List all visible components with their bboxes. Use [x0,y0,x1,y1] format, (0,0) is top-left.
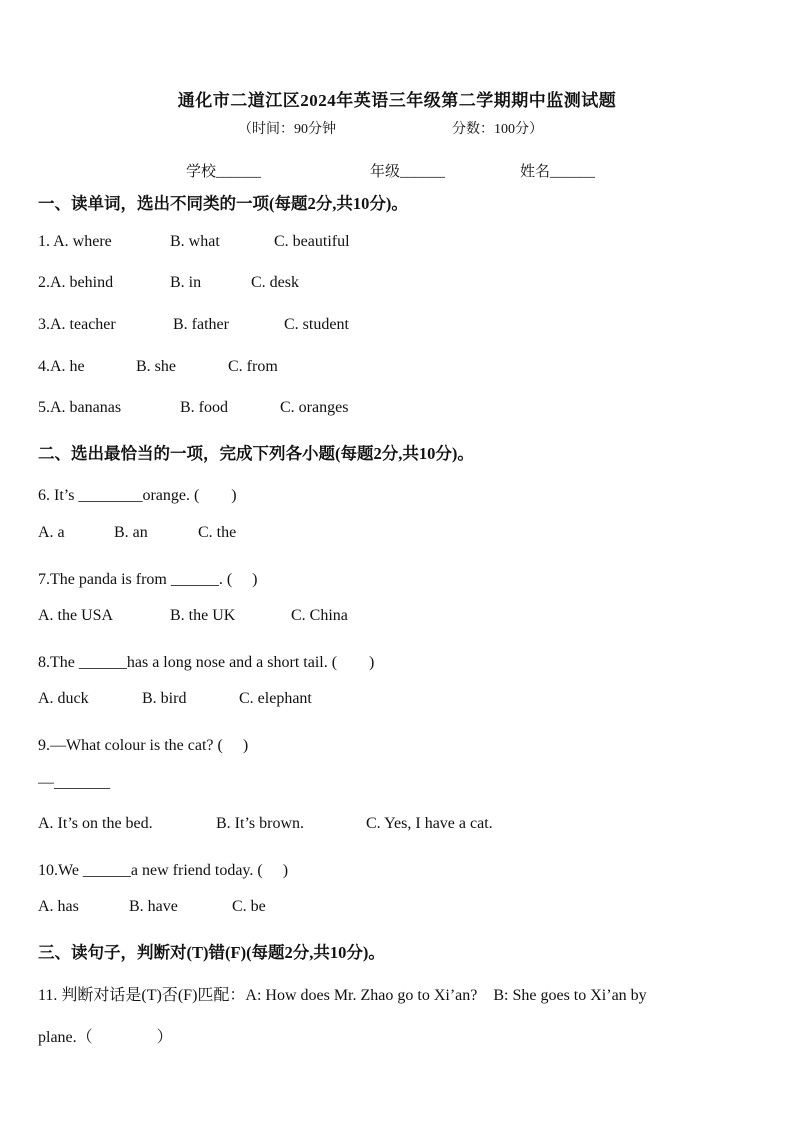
question-1 [38,233,350,251]
question-2 [38,274,299,292]
question-5 [38,399,348,417]
q10-option-a: A. has [38,898,79,915]
q7-option-c: C. China [291,607,348,624]
section-2-heading: 二、选出最恰当的一项，完成下列各小题(每题2分,共10分)。 [38,444,474,463]
q6-option-a: A. a [38,524,65,541]
name-field: 姓名______ [520,164,596,180]
q3-option-b: B. father [173,316,229,333]
exam-title: 通化市二道江区2024年英语三年级第二学期期中监测试题 [177,91,617,110]
q8-option-c: C. elephant [239,690,312,707]
q1-option-c: C. beautiful [274,233,350,250]
question-9-answer-line: —_______ [38,774,110,791]
section-1-heading: 一、读单词，选出不同类的一项(每题2分,共10分)。 [38,194,408,213]
q4-option-c: C. from [228,358,278,375]
question-7-stem: 7.The panda is from ______. ( ) [38,571,258,588]
q9-option-a: A. It’s on the bed. [38,815,153,832]
q2-option-c: C. desk [251,274,299,291]
exam-score: 分数：100分） [452,122,543,137]
q7-option-b: B. the UK [170,607,236,624]
q9-option-c: C. Yes, I have a cat. [366,815,493,832]
question-8-options [38,690,312,708]
q1-option-a: 1. A. where [38,233,112,250]
q3-option-a: 3.A. teacher [38,316,116,333]
question-6-stem: 6. It’s ________orange. ( ) [38,487,237,504]
q2-option-b: B. in [170,274,202,291]
q3-option-c: C. student [284,316,349,333]
q8-option-a: A. duck [38,690,89,707]
q4-option-a: 4.A. he [38,358,85,375]
question-8-stem: 8.The ______has a long nose and a short tail. ( ) [38,654,375,671]
question-10-stem: 10.We ______a new friend today. ( ) [38,862,289,879]
q9-option-b: B. It’s brown. [216,815,304,832]
q4-option-b: B. she [136,358,176,375]
question-11-stem-line1: 11. 判断对话是(T)否(F)匹配：A: How does Mr. Zhao go to Xi’an? B: She goes to Xi’an by [38,987,647,1004]
grade-field: 年级______ [370,164,446,180]
q5-option-b: B. food [180,399,228,416]
question-6-options [38,524,236,542]
question-10-options [38,898,266,916]
school-field: 学校______ [186,164,262,180]
q8-option-b: B. bird [142,690,187,707]
q5-option-a: 5.A. bananas [38,399,122,416]
question-7-options [38,607,348,625]
q10-option-b: B. have [129,898,178,915]
q5-option-c: C. oranges [280,399,349,416]
q2-option-a: 2.A. behind [38,274,114,291]
question-9-stem: 9.—What colour is the cat? ( ) [38,737,249,754]
question-4 [38,358,278,376]
question-11-stem-line2: plane.（ ） [38,1029,173,1046]
exam-time: （时间：90分钟 [238,122,336,137]
q6-option-b: B. an [114,524,148,541]
q10-option-c: C. be [232,898,266,915]
section-3-heading: 三、读句子，判断对(T)错(F)(每题2分,共10分)。 [38,943,385,962]
question-9-options [38,815,493,833]
q7-option-a: A. the USA [38,607,114,624]
q6-option-c: C. the [198,524,237,541]
question-3 [38,316,349,334]
q1-option-b: B. what [170,233,220,250]
